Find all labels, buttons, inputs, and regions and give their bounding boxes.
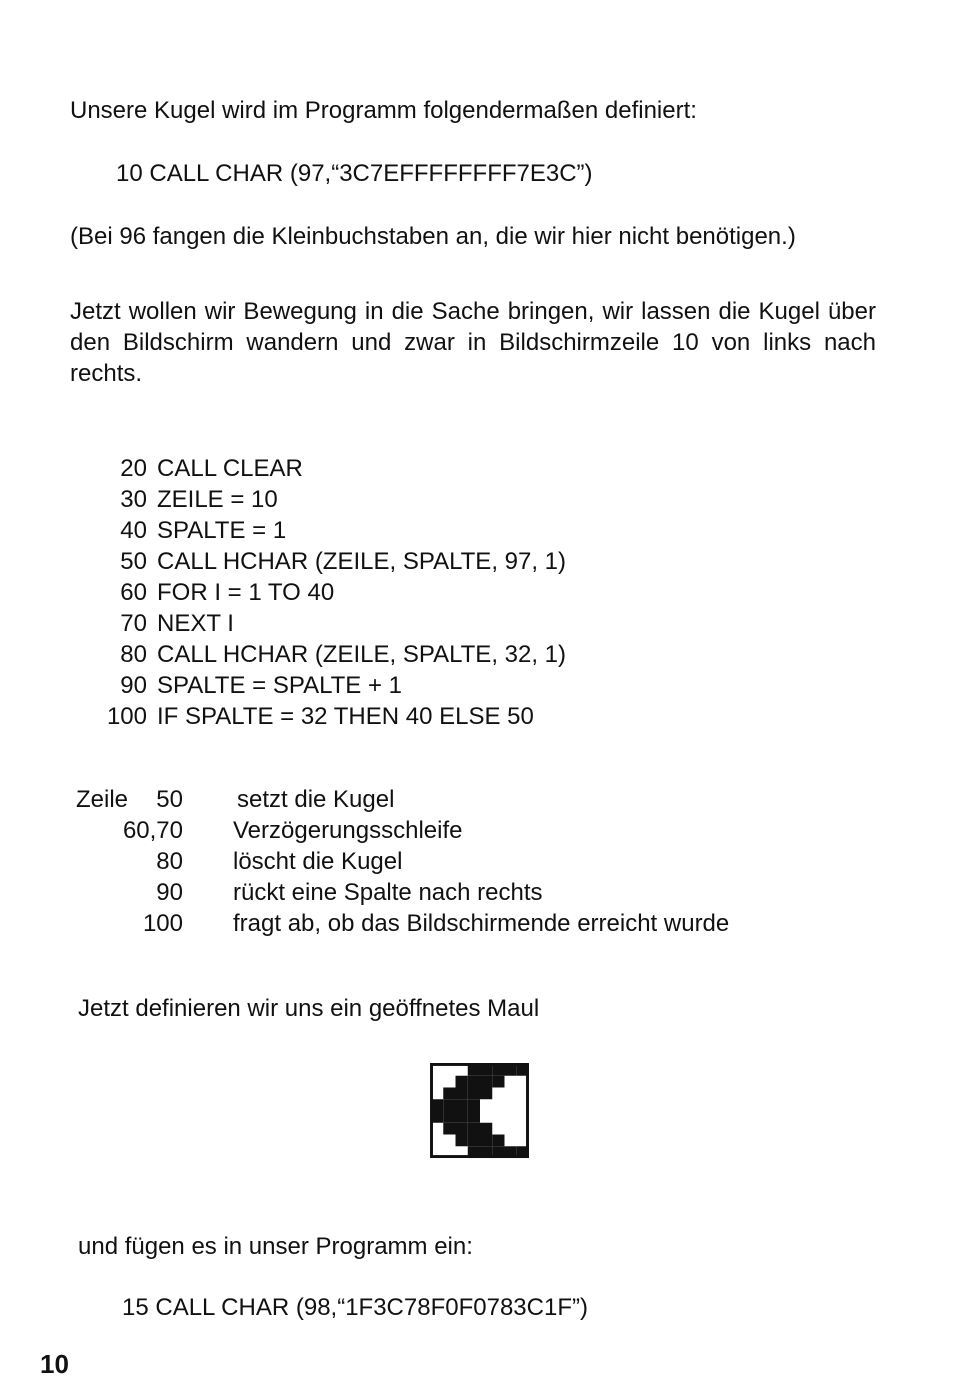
movement-paragraph: Jetzt wollen wir Bewegung in die Sache bringen, wir lassen die Kugel über den Bildschirm wandern und zwar in Bildschirmzeile 10 von links nach rechts. — [70, 298, 876, 387]
glyph-pixel — [468, 1135, 480, 1147]
explanation-text: setzt die Kugel — [237, 786, 395, 813]
glyph-pixel — [443, 1087, 455, 1099]
glyph-pixel — [456, 1135, 468, 1147]
code-line-number: 40 — [120, 517, 147, 544]
glyph-pixel — [456, 1099, 468, 1111]
glyph-pixel — [456, 1076, 468, 1088]
explanation-text: Verzögerungsschleife — [233, 817, 463, 844]
code-statement: CALL HCHAR (ZEILE, SPALTE, 32, 1) — [157, 641, 567, 668]
code-line-number: 100 — [106, 703, 147, 730]
glyph-pixel — [468, 1111, 480, 1123]
code-statement: SPALTE = 1 — [157, 517, 287, 544]
explanation-label: Zeile — [76, 786, 129, 813]
code-statement: CALL HCHAR (ZEILE, SPALTE, 97, 1) — [157, 548, 567, 575]
explanation-line-number: 80 — [156, 848, 183, 875]
page-number: 10 — [40, 1349, 69, 1379]
code-statement: SPALTE = SPALTE + 1 — [157, 672, 403, 699]
code-line-number: 20 — [120, 455, 147, 482]
code-line-number: 70 — [120, 610, 147, 637]
glyph-pixel — [480, 1123, 492, 1135]
char-definition-mouth: 15 CALL CHAR (98,“1F3C78F0F0783C1F”) — [122, 1294, 588, 1321]
glyph-pixel — [492, 1135, 504, 1147]
explanation-line-number: 90 — [156, 879, 183, 906]
code-line — [120, 516, 287, 546]
insert-text: und fügen es in unser Programm ein: — [78, 1233, 473, 1260]
glyph-pixel — [468, 1087, 480, 1099]
glyph-pixel — [468, 1076, 480, 1088]
glyph-pixel — [443, 1111, 455, 1123]
code-line — [120, 547, 567, 577]
code-line — [120, 671, 403, 701]
note-text: (Bei 96 fangen die Kleinbuchstaben an, die wir hier nicht benötigen.) — [70, 223, 796, 250]
glyph-pixel — [468, 1123, 480, 1135]
glyph-pixel — [443, 1099, 455, 1111]
code-line-number: 30 — [120, 486, 147, 513]
code-line-number: 80 — [120, 641, 147, 668]
glyph-pixel — [492, 1076, 504, 1088]
glyph-pixel — [443, 1123, 455, 1135]
mouth-intro-text: Jetzt definieren wir uns ein geöffnetes Maul — [78, 995, 540, 1022]
intro-text: Unsere Kugel wird im Programm folgendermaßen definiert: — [70, 97, 697, 124]
code-line-number: 60 — [120, 579, 147, 606]
code-line-number: 90 — [120, 672, 147, 699]
open-mouth-glyph-icon — [430, 1063, 530, 1159]
code-line — [120, 609, 234, 639]
explanation-line-number: 60,70 — [122, 817, 183, 844]
glyph-pixel — [456, 1111, 468, 1123]
code-statement: FOR I = 1 TO 40 — [157, 579, 335, 606]
code-statement: NEXT I — [157, 610, 234, 637]
explanation-line-number: 100 — [142, 910, 183, 937]
code-statement: ZEILE = 10 — [157, 486, 278, 513]
glyph-pixel — [456, 1123, 468, 1135]
char-definition-ball: 10 CALL CHAR (97,“3C7EFFFFFFFF7E3C”) — [116, 160, 593, 187]
explanation-text: löscht die Kugel — [233, 848, 403, 875]
code-line-number: 50 — [120, 548, 147, 575]
explanation-line-number: 50 — [156, 786, 183, 813]
glyph-pixel — [480, 1076, 492, 1088]
code-line — [120, 578, 335, 608]
code-statement: IF SPALTE = 32 THEN 40 ELSE 50 — [157, 703, 534, 730]
explanation-text: fragt ab, ob das Bildschirmende erreicht wurde — [233, 910, 730, 937]
glyph-pixel — [480, 1087, 492, 1099]
code-line — [120, 485, 278, 515]
explanation-text: rückt eine Spalte nach rechts — [233, 879, 543, 906]
glyph-pixel — [480, 1135, 492, 1147]
code-line — [106, 702, 534, 732]
glyph-pixel — [456, 1087, 468, 1099]
code-statement: CALL CLEAR — [157, 455, 303, 482]
code-line — [120, 640, 567, 670]
glyph-pixel — [468, 1099, 480, 1111]
code-line — [120, 454, 303, 484]
